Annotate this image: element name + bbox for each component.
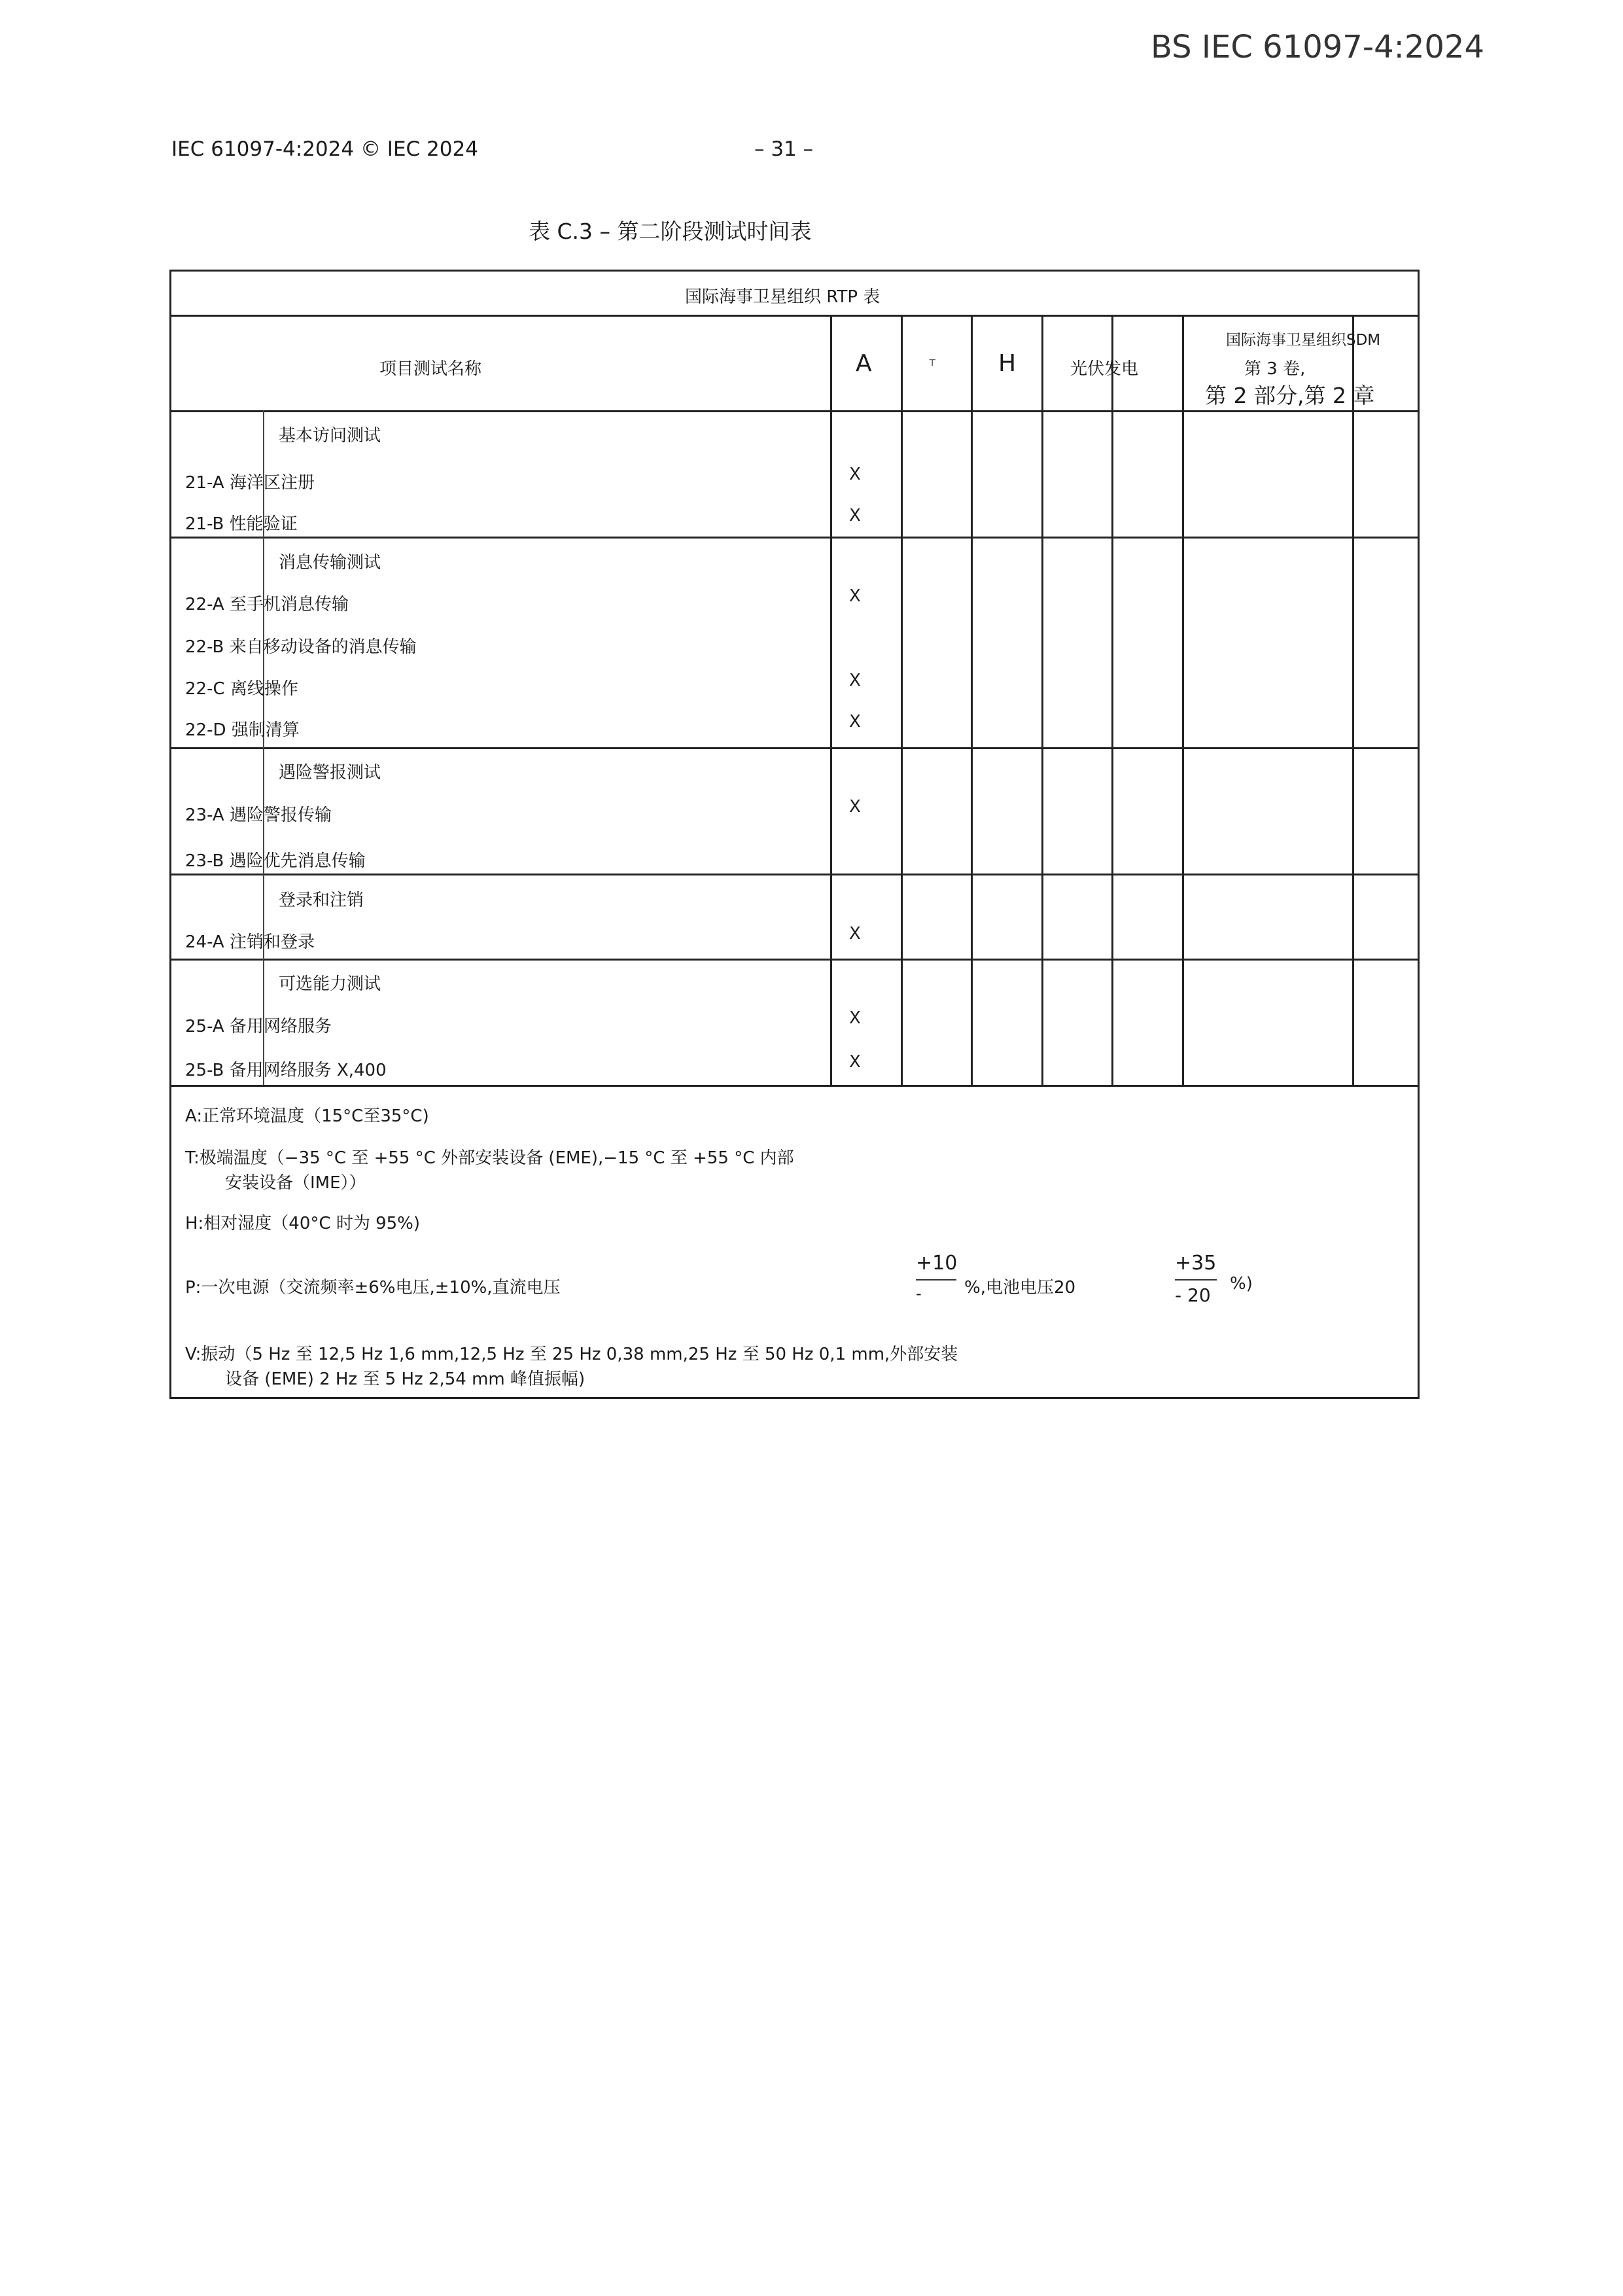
test-mark: X <box>849 1052 861 1072</box>
col-divider <box>1182 315 1184 1085</box>
test-item-label: 24-A 注销和登录 <box>185 932 315 952</box>
row-divider <box>171 747 1418 749</box>
test-mark: X <box>849 465 861 484</box>
test-item-label: 22-A 至手机消息传输 <box>185 595 349 614</box>
table-caption: 表 C.3 – 第二阶段测试时间表 <box>529 219 812 244</box>
test-mark: X <box>849 712 861 732</box>
col-header-ref-2: 第 3 卷, <box>1244 359 1306 379</box>
legend-p-frac1-bottom: - <box>916 1284 922 1303</box>
col-header-ref-3: 第 2 部分,第 2 章 <box>1205 383 1375 408</box>
fraction-bar <box>916 1279 956 1280</box>
test-mark: X <box>849 1008 861 1028</box>
col-header-t: т <box>929 355 936 369</box>
row-divider <box>171 410 1418 412</box>
group-title: 可选能力测试 <box>279 974 381 994</box>
col-header-pv: 光伏发电 <box>1070 359 1139 379</box>
table-top-header: 国际海事卫星组织 RTP 表 <box>685 287 881 307</box>
test-mark: X <box>849 506 861 525</box>
test-mark: X <box>849 924 861 944</box>
test-item-label: 21-A 海洋区注册 <box>185 473 315 493</box>
row-divider <box>171 537 1418 539</box>
group-title: 基本访问测试 <box>279 426 381 446</box>
row-divider <box>171 874 1418 875</box>
test-item-label: 21-B 性能验证 <box>185 514 298 534</box>
legend-a: A:正常环境温度（15°C至35°C) <box>185 1106 429 1126</box>
legend-p: P:一次电源（交流频率±6%电压,±10%,直流电压 <box>185 1278 561 1298</box>
col-divider <box>1111 315 1113 1085</box>
fraction-bar <box>1175 1279 1217 1280</box>
col-header-ref-1: 国际海事卫星组织SDM <box>1226 332 1381 349</box>
col-divider <box>901 315 903 1085</box>
legend-p-end: %) <box>1230 1274 1253 1294</box>
row-divider <box>171 959 1418 961</box>
test-item-label: 23-A 遇险警报传输 <box>185 805 332 825</box>
test-mark: X <box>849 586 861 606</box>
legend-v: V:振动（5 Hz 至 12,5 Hz 1,6 mm,12,5 Hz 至 25 Hz 0,38 mm,25 Hz 至 50 Hz 0,1 mm,外部安装 <box>185 1345 958 1364</box>
group-title: 遇险警报测试 <box>279 763 381 783</box>
col-divider <box>1041 315 1043 1085</box>
test-item-label: 22-B 来自移动设备的消息传输 <box>185 637 417 657</box>
group-title: 登录和注销 <box>279 891 364 910</box>
row-divider <box>171 1085 1418 1087</box>
legend-t: T:极端温度（−35 °C 至 +55 °C 外部安装设备 (EME),−15 °C 至 +55 °C 内部 <box>185 1148 794 1168</box>
standard-id: BS IEC 61097-4:2024 <box>1151 29 1484 65</box>
test-schedule-table <box>169 270 1420 1399</box>
col-header-item: 项目测试名称 <box>379 359 482 379</box>
test-mark: X <box>849 797 861 817</box>
legend-h: H:相对湿度（40°C 时为 95%) <box>185 1214 421 1233</box>
legend-p-mid: %,电池电压20 <box>964 1278 1076 1298</box>
test-mark: X <box>849 671 861 690</box>
copyright-line: IEC 61097-4:2024 © IEC 2024 <box>171 137 478 161</box>
col-divider <box>1352 315 1354 1085</box>
legend-p-frac2-bottom: - 20 <box>1175 1284 1211 1306</box>
legend-v-cont: 设备 (EME) 2 Hz 至 5 Hz 2,54 mm 峰值振幅) <box>225 1369 585 1389</box>
row-divider <box>171 315 1418 317</box>
group-title: 消息传输测试 <box>279 553 381 573</box>
test-item-label: 23-B 遇险优先消息传输 <box>185 851 366 871</box>
col-divider <box>830 315 832 1085</box>
test-item-label: 25-B 备用网络服务 X,400 <box>185 1061 387 1080</box>
legend-p-frac1-top: +10 <box>916 1252 958 1275</box>
col-header-a: A <box>856 350 872 377</box>
col-divider <box>971 315 973 1085</box>
test-item-label: 22-D 强制清算 <box>185 720 300 740</box>
legend-p-frac2-top: +35 <box>1175 1252 1217 1275</box>
page-number: – 31 – <box>754 137 814 161</box>
test-item-label: 22-C 离线操作 <box>185 679 298 699</box>
test-item-label: 25-A 备用网络服务 <box>185 1017 332 1036</box>
col-header-h: H <box>998 350 1017 377</box>
legend-t-cont: 安装设备（IME）） <box>225 1173 366 1193</box>
